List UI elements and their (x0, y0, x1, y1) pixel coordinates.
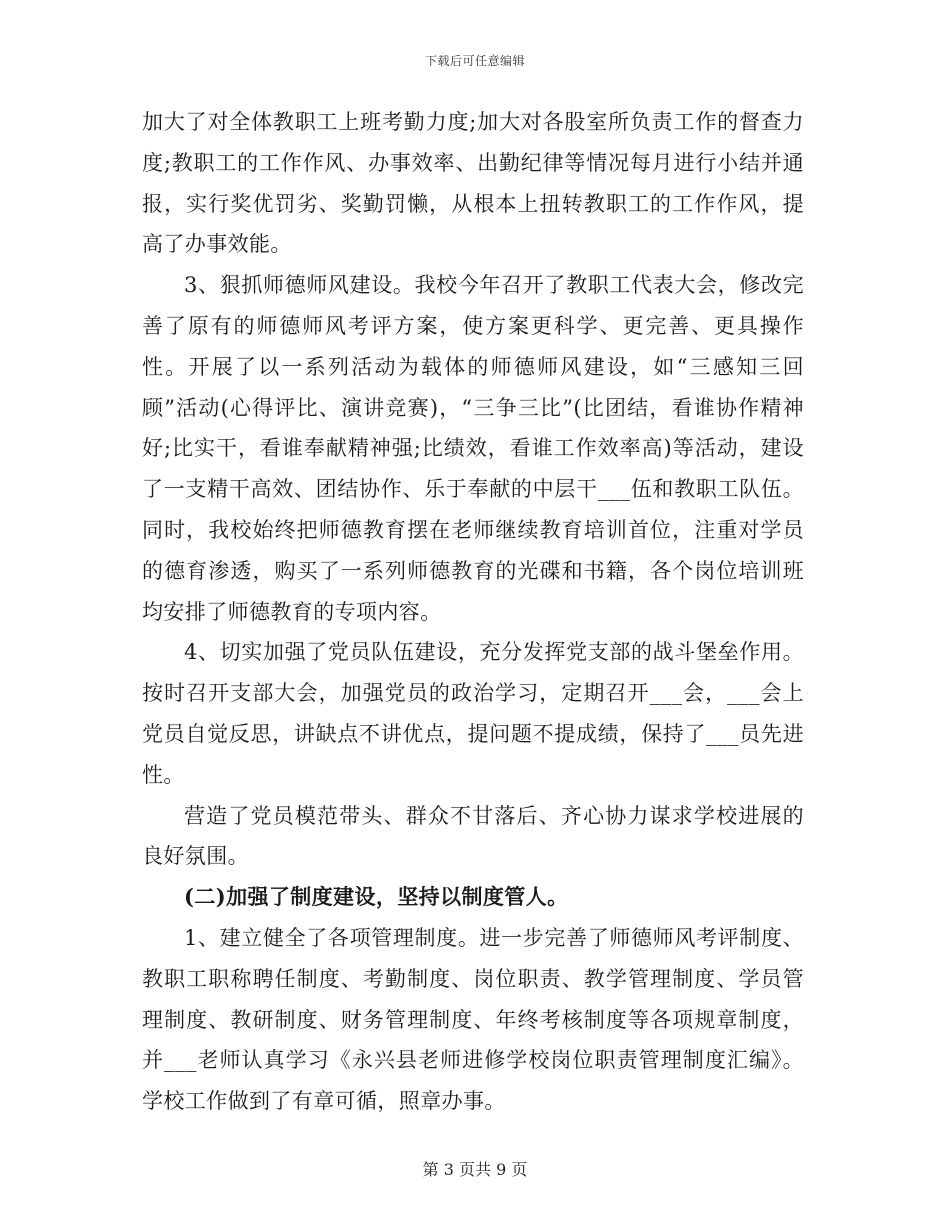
paragraph-teacher-ethics: 3、狠抓师德师风建设。我校今年召开了教职工代表大会，修改完善了原有的师德师风考评方案，使方案更科学、更完善、更具操作性。开展了以一系列活动为载体的师德师风建设，如“三感知三回顾”活动(心得评比、演讲竞赛)，“三争三比”(比团结，看谁协作精神好;比实干，看谁奉献精神强;比绩效，看谁工作效率高)等活动，建设了一支精干高效、团结协作、乐于奉献的中层干___伍和教职工队伍。同时，我校始终把师德教育摆在老师继续教育培训首位，注重对学员的德育渗透，购买了一系列师德教育的光碟和书籍，各个岗位培训班均安排了师德教育的专项内容。 (142, 273, 804, 624)
section-heading-system-building: (二)加强了制度建设，坚持以制度管人。 (184, 884, 569, 910)
page-number: 第 3 页共 9 页 (422, 1160, 528, 1179)
document-body (142, 102, 804, 1122)
paragraph-management-system: 1、建立健全了各项管理制度。进一步完善了师德师风考评制度、教职工职称聘任制度、考勤制度、岗位职责、教学管理制度、学员管理制度、教研制度、财务管理制度、年终考核制度等各项规章制度，并___老师认真学习《永兴县老师进修学校岗位职责管理制度汇编》。学校工作做到了有章可循，照章办事。 (142, 925, 804, 1114)
paragraph-party-members: 4、切实加强了党员队伍建设，充分发挥党支部的战斗堡垒作用。按时召开支部大会，加强党员的政治学习，定期召开___会，___会上党员自觉反思，讲缺点不讲优点，提问题不提成绩，保持了___员先进性。 (142, 640, 804, 787)
page-header: 下载后可任意编辑 (424, 54, 525, 68)
paragraph-work-style: 加大了对全体教职工上班考勤力度;加大对各股室所负责工作的督查力度;教职工的工作作风、办事效率、出勤纪律等情况每月进行小结并通报，实行奖优罚劣、奖勤罚懒，从根本上扭转教职工的工作作风，提高了办事效能。 (142, 110, 804, 257)
paragraph-atmosphere: 营造了党员模范带头、群众不甘落后、齐心协力谋求学校进展的良好氛围。 (142, 803, 804, 869)
